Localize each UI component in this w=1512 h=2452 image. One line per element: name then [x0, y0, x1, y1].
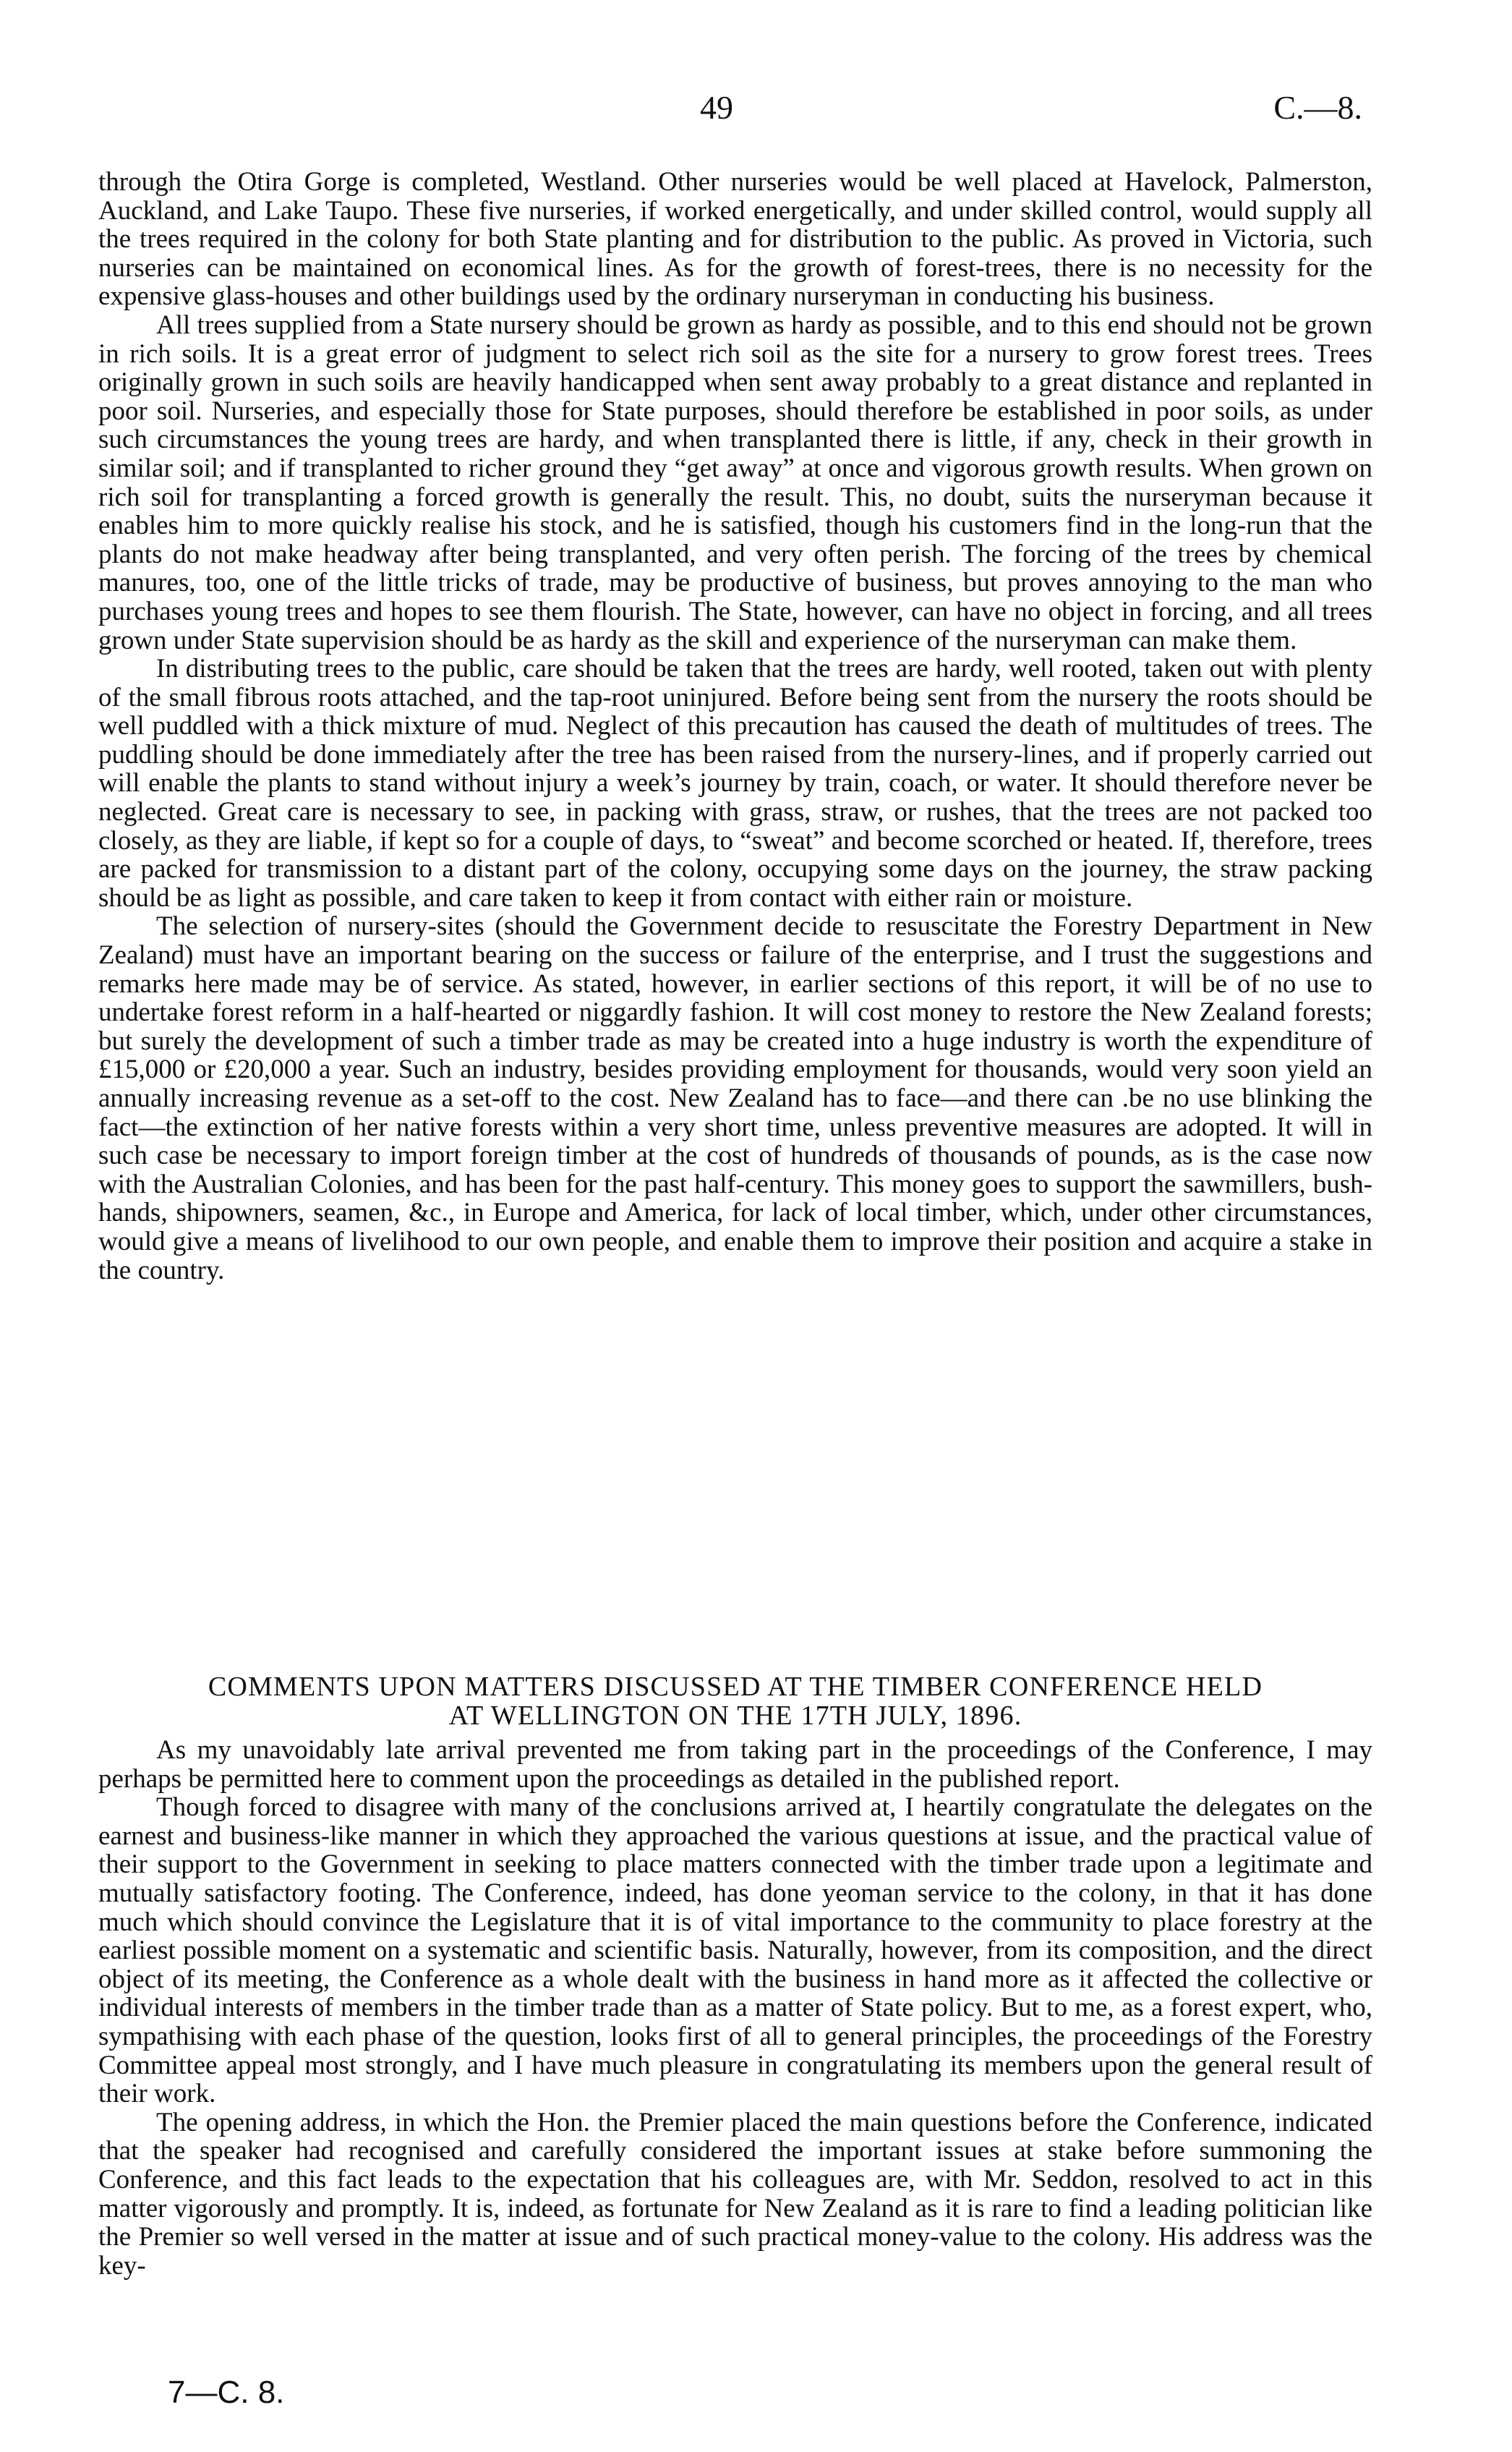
document-code: C.—8.	[1273, 89, 1362, 126]
paragraph: As my unavoidably late arrival prevented me from taking part in the proceedings of the Conference, I may perhaps be permitted here to comment upon the proceedings as detailed in the published report.	[98, 1735, 1372, 1794]
paragraph: through the Otira Gorge is completed, Westland. Other nurseries would be well placed at Havelock, Palmerston, Auckland, and Lake Taupo. These five nurseries, if worked energetically, and under skilled control, would supply all the trees required in the colony for both State planting and for distribution to the public. As proved in Victoria, such nurseries can be maintained on economical lines. As for the growth of forest-trees, there is no necessity for the expensive glass-houses and other buildings used by the ordinary nurseryman in conducting his business.	[98, 167, 1372, 312]
paragraph: The selection of nursery-sites (should the Government decide to resuscitate the Forestry Department in New Zealand) must have an important bearing on the success or failure of the enterprise, and I trust the suggestions and remarks here made may be of service. As stated, however, in earlier sections of this report, it will be of no use to undertake forest reform in a half-hearted or niggardly fashion. It will cost money to restore the New Zealand forests; but surely the development of such a timber trade as may be created into a huge industry is worth the expenditure of £15,000 or £20,000 a year. Such an industry, besides providing employment for thousands, would very soon yield an annually increasing revenue as a set-off to the cost. New Zealand has to face—and there can .be no use blinking the fact—the extinction of her native forests within a very short time, unless preventive measures are adopted. It will in such case be necessary to import foreign timber at the cost of hundreds of thousands of pounds, as is the case now with the Australian Colonies, and has been for the past half-century. This money goes to support the sawmillers, bush-hands, shipowners, seamen, &c., in Europe and America, for lack of local timber, which, under other circumstances, would give a means of livelihood to our own people, and enable them to improve their position and acquire a stake in the country.	[98, 911, 1372, 1285]
main-text	[98, 168, 1372, 1285]
paragraph: Though forced to disagree with many of the conclusions arrived at, I heartily congratulate the delegates on the earnest and business-like manner in which they approached the various questions at issue, and the practical value of their support to the Government in seeking to place matters connected with the timber trade upon a legitimate and mutually satisfactory footing. The Conference, indeed, has done yeoman service to the colony, in that it has done much which should convince the Legislature that it is of vital importance to the community to place forestry at the earliest possible moment on a systematic and scientific basis. Naturally, however, from its composition, and the direct object of its meeting, the Conference as a whole dealt with the business in hand more as it affected the collective or individual interests of members in the timber trade than as a matter of State policy. But to me, as a forest expert, who, sympathising with each phase of the question, looks first of all to general principles, the proceedings of the Forestry Committee appeal most strongly, and I have much pleasure in congratulating its members upon the general result of their work.	[98, 1792, 1372, 2109]
paragraph: In distributing trees to the public, care should be taken that the trees are hardy, well rooted, taken out with plenty of the small fibrous roots attached, and the tap-root uninjured. Before being sent from the nursery the roots should be well puddled with a thick mixture of mud. Neglect of this precaution has caused the death of multitudes of trees. The puddling should be done immediately after the tree has been raised from the nursery-lines, and if properly carried out will enable the plants to stand without injury a week’s journey by train, coach, or water. It should therefore never be neglected. Great care is necessary to see, in packing with grass, straw, or rushes, that the trees are not packed too closely, as they are liable, if kept so for a couple of days, to “sweat” and become scorched or heated. If, therefore, trees are packed for transmission to a distant part of the colony, occupying some days on the journey, the straw packing should be as light as possible, and care taken to keep it from contact with either rain or moisture.	[98, 654, 1372, 913]
section-heading-line: AT WELLINGTON ON THE 17TH JULY, 1896.	[448, 1700, 1022, 1731]
section-text	[98, 1736, 1372, 2280]
page-number: 49	[700, 89, 733, 126]
section-heading-line: COMMENTS UPON MATTERS DISCUSSED AT THE TIMBER CONFERENCE HELD	[208, 1672, 1263, 1702]
signature-mark: 7—C. 8.	[168, 2375, 285, 2410]
section-heading	[98, 1672, 1372, 1730]
paragraph: All trees supplied from a State nursery should be grown as hardy as possible, and to this end should not be grown in rich soils. It is a great error of judgment to select rich soil as the site for a nursery to grow forest trees. Trees originally grown in such soils are heavily handicapped when sent away probably to a great distance and replanted in poor soil. Nurseries, and especially those for State purposes, should therefore be established in poor soils, as under such circumstances the young trees are hardy, and when transplanted there is little, if any, check in their growth in similar soil; and if transplanted to richer ground they “get away” at once and vigorous growth results. When grown on rich soil for transplanting a forced growth is generally the result. This, no doubt, suits the nurseryman because it enables him to more quickly realise his stock, and he is satisfied, though his customers find in the long-run that the plants do not make headway after being transplanted, and very often perish. The forcing of the trees by chemical manures, too, one of the little tricks of trade, may be productive of business, but proves annoying to the man who purchases young trees and hopes to see them flourish. The State, however, can have no object in forcing, and all trees grown under State supervision should be as hardy as the skill and experience of the nurseryman can make them.	[98, 310, 1372, 655]
paragraph: The opening address, in which the Hon. the Premier placed the main questions before the Conference, indicated that the speaker had recognised and carefully considered the important issues at stake before summoning the Conference, and this fact leads to the expectation that his colleagues are, with Mr. Seddon, resolved to act in this matter vigorously and promptly. It is, indeed, as fortunate for New Zealand as it is rare to find a leading politician like the Premier so well versed in the matter at issue and of such practical money-value to the colony. His address was the key-	[98, 2107, 1372, 2281]
